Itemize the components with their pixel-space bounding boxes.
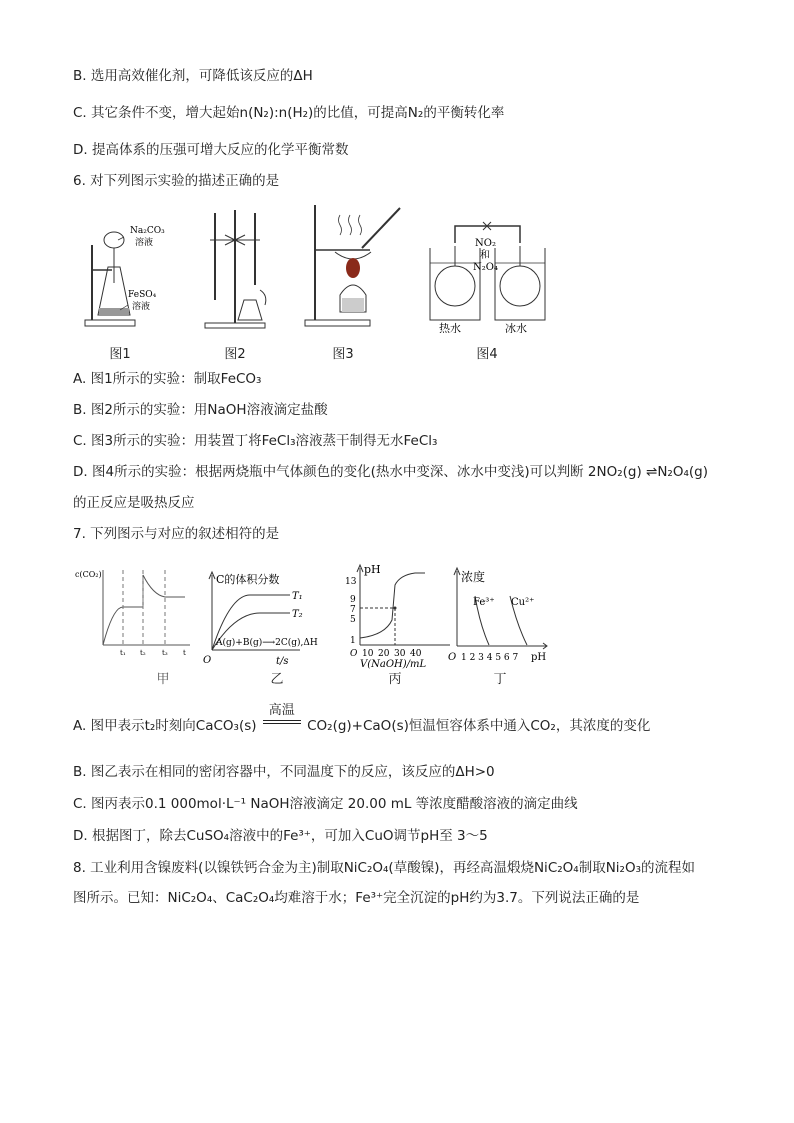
bing-x-tick-30: 30 — [394, 649, 406, 659]
q7-graph-jia — [75, 565, 195, 665]
q7-option-b: B. 图乙表示在相同的密闭容器中，不同温度下的反应，该反应的ΔH>0 — [73, 764, 495, 780]
q6-figure-4 — [425, 208, 555, 333]
ding-fe-label: Fe³⁺ — [473, 597, 495, 608]
fig4-ice-water-label: 冰水 — [505, 322, 527, 333]
fig1-bottom-label-2: 溶液 — [132, 302, 151, 312]
q6-figure-1 — [80, 205, 180, 330]
yi-title: C的体积分数 — [216, 573, 280, 586]
q6-figure-2 — [200, 205, 280, 330]
q7-graph-bing — [340, 560, 455, 670]
fig4-gas-label-3: N₂O₄ — [473, 262, 498, 273]
bing-x-tick-10: 10 — [362, 649, 374, 659]
bing-y-label: pH — [364, 563, 381, 576]
yi-x-label: t/s — [276, 656, 289, 667]
q6-option-d: D. 图4所示的实验：根据两烧瓶中气体颜色的变化(热水中变深、冰水中变浅)可以判断 2NO₂(g) ⇌N₂O₄(g) — [73, 464, 708, 480]
q7-stem: 7. 下列图示与对应的叙述相符的是 — [73, 526, 280, 542]
q6-stem: 6. 对下列图示实验的描述正确的是 — [73, 173, 280, 189]
q7-option-c: C. 图丙表示0.1 000mol·L⁻¹ NaOH溶液滴定 20.00 mL 等浓度醋酸溶液的滴定曲线 — [73, 796, 578, 812]
bing-x-label: V(NaOH)/mL — [360, 659, 427, 670]
bing-x-tick-20: 20 — [378, 649, 390, 659]
fig4-hot-water-label: 热水 — [439, 322, 461, 333]
jia-tick-t3: t₃ — [162, 649, 168, 657]
q6-option-b: B. 图2所示的实验：用NaOH溶液滴定盐酸 — [73, 402, 328, 418]
q6-figure-2-caption: 图2 — [224, 347, 246, 362]
high-temp-label: 高温 — [268, 703, 295, 718]
ding-x-ticks: 1 2 3 4 5 6 7 — [461, 653, 519, 663]
fig4-gas-label-1: NO₂ — [475, 238, 496, 249]
high-temp-condition — [261, 703, 303, 736]
q7-graph-yi — [200, 565, 345, 670]
q7-graph-bing-caption: 丙 — [388, 672, 402, 687]
q7-option-a-pre: A. 图甲表示t₂时刻向CaCO₃(s) — [73, 718, 257, 734]
bing-y-tick-1: 1 — [350, 636, 356, 646]
ding-cu-label: Cu²⁺ — [511, 597, 535, 608]
bing-y-tick-13: 13 — [345, 577, 357, 587]
q7-option-a — [73, 703, 651, 736]
q7-graph-jia-caption: 甲 — [156, 672, 170, 687]
q5-option-c: C. 其它条件不变，增大起始n(N₂):n(H₂)的比值，可提高N₂的平衡转化率 — [73, 105, 505, 121]
ding-origin: O — [448, 652, 457, 663]
bing-y-tick-7: 7 — [350, 605, 356, 615]
q7-graph-yi-caption: 乙 — [270, 672, 284, 687]
jia-tick-t1: t₁ — [120, 649, 126, 657]
yi-t2-label: T₂ — [292, 609, 303, 620]
jia-tick-t2: t₂ — [140, 649, 146, 657]
q8-stem-line-2: 图所示。已知：NiC₂O₄、CaC₂O₄均难溶于水；Fe³⁺完全沉淀的pH约为3.7。下列说法正确的是 — [73, 890, 640, 906]
bing-y-tick-9: 9 — [350, 595, 356, 605]
q6-option-a: A. 图1所示的实验：制取FeCO₃ — [73, 371, 262, 387]
q6-figure-3-caption: 图3 — [332, 347, 354, 362]
bing-x-tick-40: 40 — [410, 649, 422, 659]
q7-graph-ding — [445, 563, 555, 668]
bing-y-tick-5: 5 — [350, 615, 356, 625]
yi-equation: A(g)+B(g)⟶2C(g),ΔH — [216, 638, 318, 648]
q6-figure-1-caption: 图1 — [109, 347, 131, 362]
jia-y-label: c(CO₂) — [75, 570, 102, 579]
q7-option-a-post: CO₂(g)+CaO(s)恒温恒容体系中通入CO₂，其浓度的变化 — [307, 718, 651, 734]
fig4-gas-label-2: 和 — [480, 250, 490, 261]
yi-origin: O — [203, 655, 212, 666]
q5-option-d: D. 提高体系的压强可增大反应的化学平衡常数 — [73, 142, 349, 158]
ding-y-label: 浓度 — [461, 570, 486, 584]
q8-stem-line-1: 8. 工业利用含镍废料(以镍铁钙合金为主)制取NiC₂O₄(草酸镍)，再经高温煅烧NiC₂O₄制取Ni₂O₃的流程如 — [73, 860, 695, 876]
bing-origin: O — [350, 649, 358, 659]
fig1-top-label-2: 溶液 — [135, 238, 154, 248]
q6-figure-3 — [300, 200, 410, 330]
q5-option-b: B. 选用高效催化剂，可降低该反应的ΔH — [73, 68, 313, 84]
q7-option-d: D. 根据图丁，除去CuSO₄溶液中的Fe³⁺，可加入CuO调节pH至 3～5 — [73, 828, 488, 844]
ding-x-label: pH — [531, 652, 547, 663]
q6-option-c: C. 图3所示的实验：用装置丁将FeCl₃溶液蒸干制得无水FeCl₃ — [73, 433, 438, 449]
fig1-bottom-label: FeSO₄ — [128, 290, 157, 300]
q6-option-d-cont: 的正反应是吸热反应 — [73, 495, 195, 511]
q6-figure-4-caption: 图4 — [476, 347, 498, 362]
fig1-top-label: Na₂CO₃ — [130, 226, 165, 236]
jia-tick-t: t — [183, 649, 186, 657]
yi-t1-label: T₁ — [292, 591, 303, 602]
q7-graph-ding-caption: 丁 — [493, 672, 507, 687]
